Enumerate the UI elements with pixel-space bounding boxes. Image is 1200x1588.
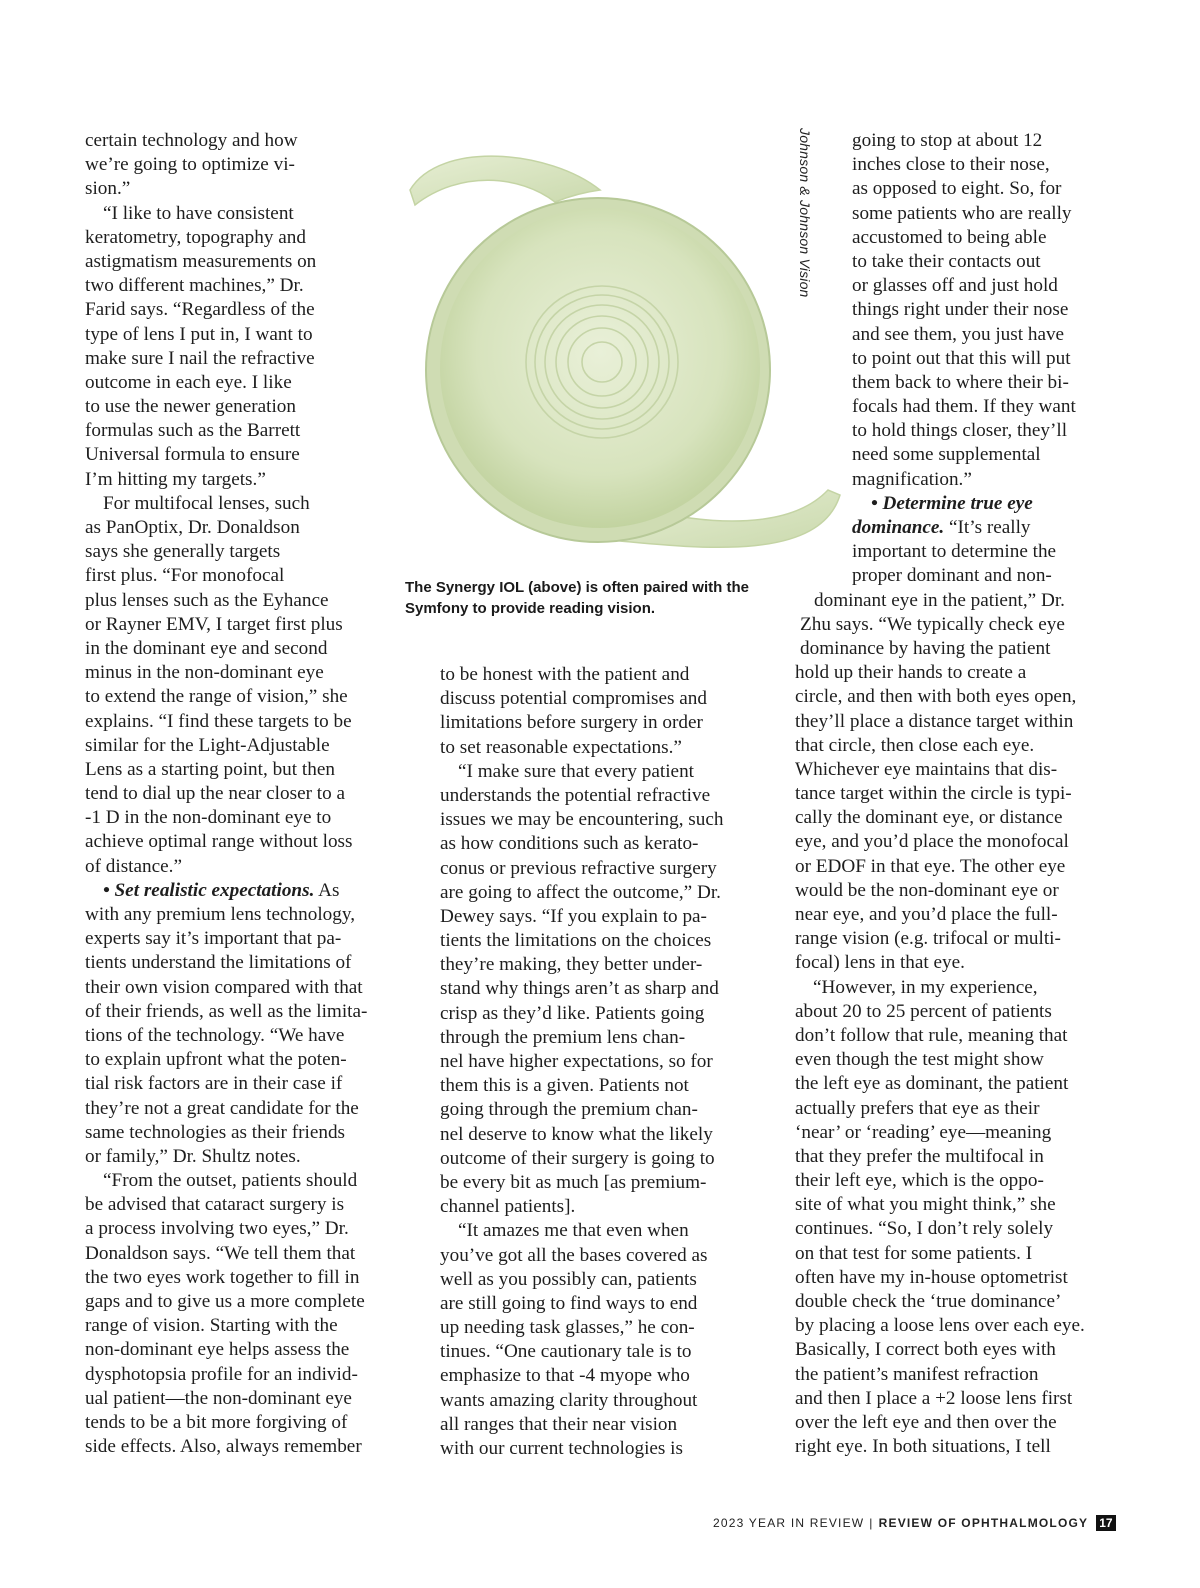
text-line: they’re making, they better under- (440, 954, 703, 976)
caption-line: Symfony to provide reading vision. (405, 600, 656, 617)
column-2 (440, 663, 723, 1461)
text-line: to be honest with the patient and (440, 664, 690, 685)
page-footer (713, 1515, 1116, 1531)
text-line: circle, and then with both eyes open, (795, 686, 1077, 708)
text-line: to use the newer generation (85, 396, 296, 418)
text-line: tients understand the limitations of (85, 952, 352, 974)
text-run: As (318, 879, 340, 901)
text-line: site of what you might think,” she (795, 1194, 1056, 1216)
text-line: their left eye, which is the oppo- (795, 1170, 1044, 1192)
text-line: understands the potential refractive (440, 784, 711, 806)
text-line: minus in the non-dominant eye (85, 662, 324, 684)
text-line: -1 D in the non-dominant eye to (85, 807, 332, 829)
text-line: to point out that this will put (852, 347, 1071, 369)
text-line: gaps and to give us a more complete (85, 1291, 365, 1312)
text-line: limitations before surgery in order (440, 712, 703, 734)
text-line: plus lenses such as the Eyhance (85, 589, 329, 611)
text-line: “I make sure that every patient (458, 760, 695, 782)
text-line: through the premium lens chan- (440, 1026, 686, 1048)
text-line: dysphotopsia profile for an individ- (85, 1363, 358, 1385)
text-line: in the dominant eye and second (85, 637, 328, 659)
text-line: the two eyes work together to fill in (85, 1266, 360, 1288)
text-line: dominance by having the patient (800, 637, 1051, 659)
text-line: be advised that cataract surgery is (85, 1194, 345, 1216)
text-line: or glasses off and just hold (852, 275, 1058, 297)
text-line: by placing a loose lens over each eye. (795, 1315, 1085, 1337)
text-line: accustomed to being able (852, 226, 1047, 248)
text-line: discuss potential compromises and (440, 688, 707, 710)
text-line: to hold things closer, they’ll (852, 420, 1068, 442)
page-number: 17 (1096, 1515, 1115, 1531)
text-line: and then I place a +2 loose lens first (795, 1387, 1073, 1409)
text-line: Universal formula to ensure (85, 444, 300, 466)
optic (440, 208, 760, 528)
text-line: tients the limitations on the choices (440, 930, 712, 952)
text-line: tinues. “One cautionary tale is to (440, 1341, 692, 1363)
text-line: as how conditions such as kerato- (440, 833, 699, 855)
text-line: actually prefers that eye as their (795, 1097, 1040, 1119)
footer-separator: | (869, 1516, 874, 1530)
text-line: about 20 to 25 percent of patients (795, 1000, 1052, 1022)
subhead-line (852, 516, 1142, 540)
text-line: tance target within the circle is typi- (795, 783, 1072, 805)
text-line: often have my in-house optometrist (795, 1266, 1068, 1288)
text-line: tends to be a bit more forgiving of (85, 1411, 348, 1433)
text-line: near eye, and you’d place the full- (795, 904, 1058, 925)
text-line: continues. “So, I don’t rely solely (795, 1218, 1054, 1240)
text-line: all ranges that their near vision (440, 1413, 678, 1435)
text-line: going through the premium chan- (440, 1099, 698, 1121)
subhead-determine-true-eye: • Determine true eye (871, 492, 1033, 514)
text-line: well as you possibly can, patients (440, 1268, 697, 1290)
text-line: over the left eye and then over the (795, 1411, 1057, 1433)
text-line: to set reasonable expectations.” (440, 736, 682, 758)
text-line: they’ll place a distance target within (795, 710, 1074, 732)
text-line: things right under their nose (852, 299, 1069, 321)
text-line: two different machines,” Dr. (85, 275, 304, 297)
text-line: stand why things aren’t as sharp and (440, 978, 719, 1000)
haptic-top (410, 156, 600, 205)
text-line: emphasize to that -4 myope who (440, 1365, 690, 1387)
text-line: experts say it’s important that pa- (85, 928, 342, 950)
text-line: or EDOF in that eye. The other eye (795, 855, 1066, 877)
text-line: hold up their hands to create a (795, 662, 1027, 684)
text-line: that circle, then close each eye. (795, 734, 1035, 756)
text-line: “From the outset, patients should (103, 1170, 358, 1192)
text-line: Dewey says. “If you explain to pa- (440, 905, 707, 927)
text-line: with our current technologies is (440, 1438, 683, 1459)
text-line: similar for the Light-Adjustable (85, 734, 330, 756)
text-line: need some supplemental (852, 444, 1041, 466)
subhead-set-realistic-expectations: • Set realistic expectations. (103, 879, 315, 901)
text-line: tend to dial up the near closer to a (85, 783, 346, 805)
photo-credit: Johnson & Johnson Vision (797, 128, 813, 298)
text-line: to extend the range of vision,” she (85, 686, 348, 708)
text-line: a process involving two eyes,” Dr. (85, 1218, 349, 1240)
text-line: them back to where their bi- (852, 371, 1069, 393)
subhead-dominance: dominance. (852, 517, 945, 538)
text-line: I’m hitting my targets.” (85, 468, 266, 490)
text-line: “It amazes me that even when (458, 1220, 689, 1242)
text-line: proper dominant and non- (852, 565, 1052, 587)
text-line: or family,” Dr. Shultz notes. (85, 1145, 301, 1167)
text-line: Donaldson says. “We tell them that (85, 1242, 356, 1264)
text-line: conus or previous refractive surgery (440, 857, 717, 879)
text-line: to explain upfront what the poten- (85, 1049, 347, 1071)
subhead-line (85, 879, 367, 903)
text-line: tial risk factors are in their case if (85, 1073, 343, 1095)
text-line: wants amazing clarity throughout (440, 1389, 698, 1411)
text-line: tions of the technology. “We have (85, 1024, 345, 1046)
text-line: focals had them. If they want (852, 396, 1076, 418)
text-line: Zhu says. “We typically check eye (800, 613, 1065, 635)
text-line: their own vision compared with that (85, 976, 363, 998)
text-line: double check the ‘true dominance’ (795, 1291, 1062, 1312)
text-line: are still going to find ways to end (440, 1292, 698, 1314)
text-line: certain technology and how (85, 130, 298, 151)
text-line: nel deserve to know what the likely (440, 1123, 713, 1145)
text-line: ‘near’ or ‘reading’ eye—meaning (795, 1121, 1052, 1143)
text-line: of distance.” (85, 855, 182, 877)
text-line: or Rayner EMV, I target first plus (85, 613, 343, 635)
column-1 (85, 129, 367, 1459)
text-line: says she generally targets (85, 541, 281, 563)
text-run: “It’s really (949, 517, 1031, 538)
text-line: and see them, you just have (852, 323, 1065, 345)
text-line: some patients who are really (852, 202, 1072, 224)
text-line: inches close to their nose, (852, 154, 1050, 176)
text-line: them this is a given. Patients not (440, 1075, 689, 1097)
text-line: type of lens I put in, I want to (85, 323, 313, 345)
text-line: focal) lens in that eye. (795, 952, 965, 974)
text-line: that they prefer the multifocal in (795, 1145, 1044, 1167)
text-line: going to stop at about 12 (852, 130, 1043, 151)
text-line: eye, and you’d place the monofocal (795, 831, 1069, 853)
text-line: crisp as they’d like. Patients going (440, 1002, 705, 1024)
text-line: be every bit as much [as premium- (440, 1171, 707, 1193)
text-line: range of vision. Starting with the (85, 1315, 338, 1337)
text-line: as PanOptix, Dr. Donaldson (85, 517, 300, 538)
text-line: keratometry, topography and (85, 226, 306, 248)
column-3 (795, 129, 1085, 1459)
text-line: important to determine the (852, 541, 1057, 563)
text-line: Farid says. “Regardless of the (85, 299, 315, 321)
text-line: astigmatism measurements on (85, 250, 317, 272)
text-line: formulas such as the Barrett (85, 420, 301, 442)
text-line: of their friends, as well as the limita- (85, 1000, 368, 1022)
magazine-name: REVIEW OF OPHTHALMOLOGY (878, 1516, 1089, 1530)
text-line: achieve optimal range without loss (85, 831, 353, 853)
text-line: don’t follow that rule, meaning that (795, 1024, 1068, 1046)
text-line: we’re going to optimize vi- (85, 154, 295, 176)
text-line: range vision (e.g. trifocal or multi- (795, 928, 1061, 950)
text-line: issues we may be encountering, such (440, 809, 724, 831)
text-line: the patient’s manifest refraction (795, 1363, 1039, 1385)
caption-line: The Synergy IOL (above) is often paired with the (405, 579, 749, 596)
text-line: with any premium lens technology, (85, 904, 355, 925)
text-line: Basically, I correct both eyes with (795, 1339, 1056, 1361)
text-line: first plus. “For monofocal (85, 565, 285, 587)
text-line: on that test for some patients. I (795, 1242, 1033, 1264)
text-line: the left eye as dominant, the patient (795, 1073, 1069, 1095)
text-line: “I like to have consistent (103, 202, 294, 224)
text-line: same technologies as their friends (85, 1121, 346, 1143)
text-line: make sure I nail the refractive (85, 347, 315, 369)
text-line: outcome in each eye. I like (85, 371, 292, 393)
text-line: explains. “I find these targets to be (85, 710, 352, 732)
text-line: magnification.” (852, 468, 972, 490)
text-line: nel have higher expectations, so for (440, 1051, 713, 1072)
text-line: Lens as a starting point, but then (85, 758, 335, 780)
synergy-iol-image (350, 130, 850, 610)
text-line: would be the non-dominant eye or (795, 879, 1059, 901)
text-line: outcome of their surgery is going to (440, 1147, 715, 1169)
text-line: channel patients]. (440, 1196, 576, 1218)
text-line: For multifocal lenses, such (103, 492, 310, 514)
text-line: cally the dominant eye, or distance (795, 807, 1063, 829)
text-line: non-dominant eye helps assess the (85, 1339, 350, 1361)
text-line: up needing task glasses,” he con- (440, 1317, 695, 1339)
issue-label: 2023 YEAR IN REVIEW (713, 1516, 865, 1530)
text-line: are going to affect the outcome,” Dr. (440, 881, 721, 903)
text-line: “However, in my experience, (813, 976, 1038, 998)
text-line: side effects. Also, always remember (85, 1436, 362, 1458)
text-line: as opposed to eight. So, for (852, 178, 1062, 200)
text-line: you’ve got all the bases covered as (440, 1244, 708, 1266)
text-line: Whichever eye maintains that dis- (795, 758, 1058, 780)
text-line: ual patient—the non-dominant eye (85, 1387, 352, 1409)
text-line: they’re not a great candidate for the (85, 1097, 359, 1119)
text-line: dominant eye in the patient,” Dr. (814, 589, 1065, 611)
text-line: to take their contacts out (852, 250, 1041, 272)
text-line: right eye. In both situations, I tell (795, 1436, 1051, 1458)
text-line: sion.” (85, 178, 131, 200)
figure-caption (405, 577, 785, 619)
text-line: even though the test might show (795, 1049, 1044, 1071)
